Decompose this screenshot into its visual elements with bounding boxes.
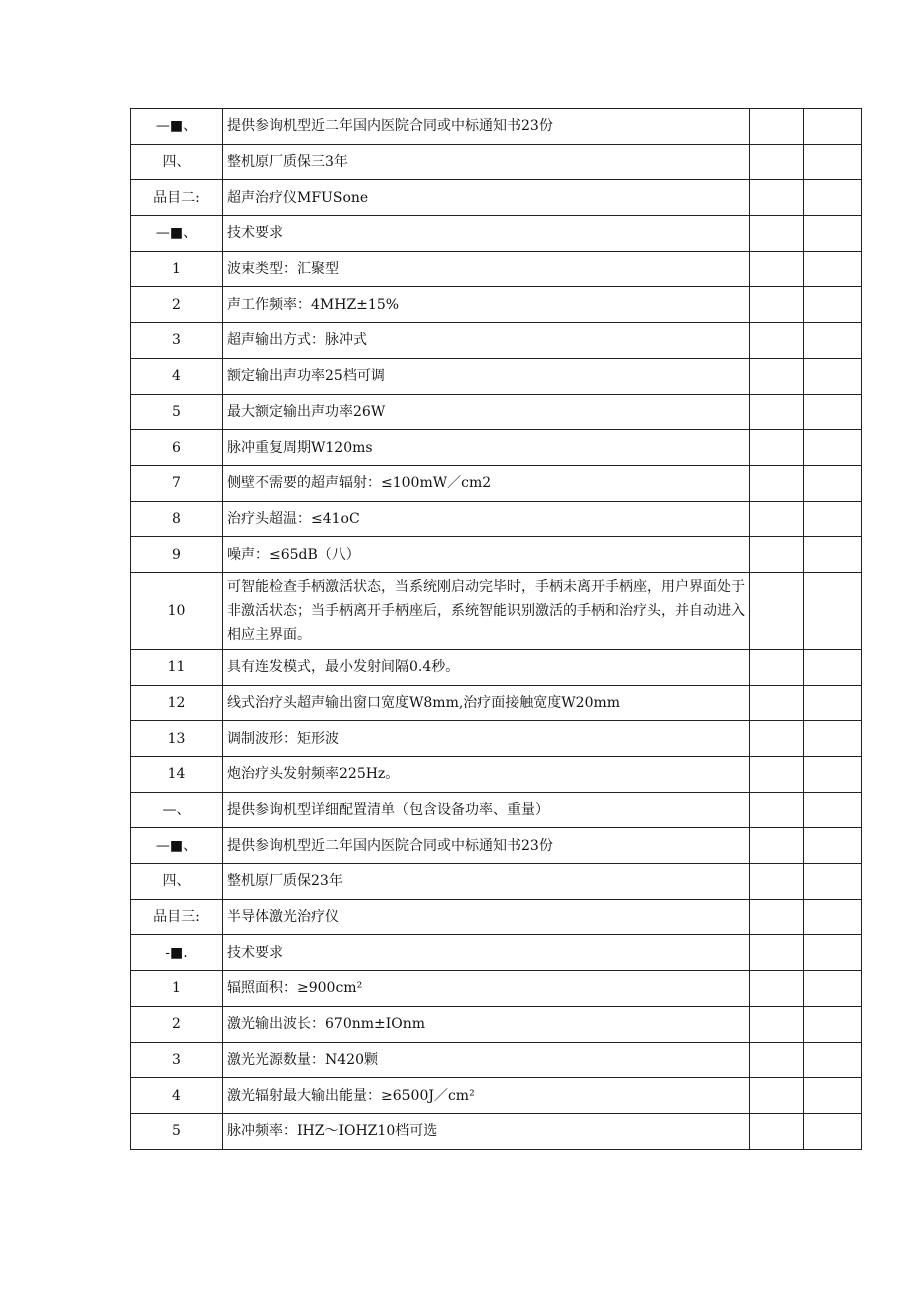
remark-cell [804, 1042, 862, 1078]
response-cell [750, 180, 804, 216]
response-cell [750, 1113, 804, 1149]
row-number: —■、 [131, 109, 223, 145]
table-row [131, 757, 862, 793]
table-row [131, 828, 862, 864]
response-cell [750, 216, 804, 252]
row-number: 3 [131, 1042, 223, 1078]
remark-cell [804, 721, 862, 757]
response-cell [750, 899, 804, 935]
row-number: 4 [131, 1078, 223, 1114]
remark-cell [804, 828, 862, 864]
table-row [131, 287, 862, 323]
row-number: 10 [131, 572, 223, 649]
response-cell [750, 971, 804, 1007]
row-description: 半导体激光治疗仪 [223, 899, 750, 935]
row-number: 4 [131, 358, 223, 394]
remark-cell [804, 287, 862, 323]
remark-cell [804, 1006, 862, 1042]
remark-cell [804, 685, 862, 721]
table-row [131, 216, 862, 252]
response-cell [750, 649, 804, 685]
response-cell [750, 1006, 804, 1042]
row-number: 11 [131, 649, 223, 685]
remark-cell [804, 757, 862, 793]
row-number: 3 [131, 323, 223, 359]
row-description: 噪声：≤65dB（八） [223, 537, 750, 573]
response-cell [750, 572, 804, 649]
row-number: 四、 [131, 864, 223, 900]
table-row [131, 935, 862, 971]
row-description: 具有连发模式，最小发射间隔0.4秒。 [223, 649, 750, 685]
remark-cell [804, 109, 862, 145]
response-cell [750, 323, 804, 359]
row-number: 6 [131, 430, 223, 466]
table-row [131, 144, 862, 180]
remark-cell [804, 144, 862, 180]
remark-cell [804, 251, 862, 287]
table-row [131, 251, 862, 287]
remark-cell [804, 864, 862, 900]
table-row [131, 323, 862, 359]
row-number: 13 [131, 721, 223, 757]
row-description: 提供参询机型详细配置清单（包含设备功率、重量） [223, 792, 750, 828]
row-description: 线式治疗头超声输出窗口宽度W8mm,治疗面接触宽度W20mm [223, 685, 750, 721]
table-row [131, 572, 862, 649]
table-row [131, 180, 862, 216]
remark-cell [804, 537, 862, 573]
remark-cell [804, 649, 862, 685]
row-description: 整机原厂质保三3年 [223, 144, 750, 180]
row-description: 超声输出方式：脉冲式 [223, 323, 750, 359]
table-row [131, 465, 862, 501]
row-number: 1 [131, 251, 223, 287]
row-number: 8 [131, 501, 223, 537]
spec-table-body [131, 109, 862, 1150]
remark-cell [804, 572, 862, 649]
row-number: 7 [131, 465, 223, 501]
response-cell [750, 287, 804, 323]
remark-cell [804, 971, 862, 1007]
row-description: 声工作频率：4MHZ±15% [223, 287, 750, 323]
response-cell [750, 685, 804, 721]
row-number: 四、 [131, 144, 223, 180]
remark-cell [804, 935, 862, 971]
row-description: 技术要求 [223, 216, 750, 252]
table-row [131, 501, 862, 537]
row-description: 额定输出声功率25档可调 [223, 358, 750, 394]
row-description: 激光输出波长：670nm±IOnm [223, 1006, 750, 1042]
row-number: 品目二: [131, 180, 223, 216]
response-cell [750, 537, 804, 573]
response-cell [750, 251, 804, 287]
response-cell [750, 828, 804, 864]
table-row [131, 1078, 862, 1114]
table-row [131, 1006, 862, 1042]
row-description: 辐照面积：≥900cm² [223, 971, 750, 1007]
response-cell [750, 144, 804, 180]
table-row [131, 649, 862, 685]
row-number: 1 [131, 971, 223, 1007]
response-cell [750, 721, 804, 757]
response-cell [750, 394, 804, 430]
response-cell [750, 792, 804, 828]
row-description: 脉冲重复周期W120ms [223, 430, 750, 466]
response-cell [750, 1078, 804, 1114]
row-description: 侧壁不需要的超声辐射：≤100mW／cm2 [223, 465, 750, 501]
row-description: 波束类型：汇聚型 [223, 251, 750, 287]
row-number: 5 [131, 1113, 223, 1149]
row-description: 超声治疗仪MFUSone [223, 180, 750, 216]
row-description: 技术要求 [223, 935, 750, 971]
row-number: 5 [131, 394, 223, 430]
spec-table [130, 108, 862, 1150]
response-cell [750, 109, 804, 145]
row-description: 提供参询机型近二年国内医院合同或中标通知书23份 [223, 109, 750, 145]
row-number: 品目三: [131, 899, 223, 935]
row-number: 12 [131, 685, 223, 721]
response-cell [750, 358, 804, 394]
response-cell [750, 501, 804, 537]
remark-cell [804, 358, 862, 394]
row-number: 9 [131, 537, 223, 573]
row-description: 最大额定输出声功率26W [223, 394, 750, 430]
table-row [131, 971, 862, 1007]
remark-cell [804, 394, 862, 430]
table-row [131, 685, 862, 721]
table-row [131, 864, 862, 900]
response-cell [750, 757, 804, 793]
row-description: 调制波形：矩形波 [223, 721, 750, 757]
table-row [131, 1113, 862, 1149]
row-number: —■、 [131, 828, 223, 864]
row-number: 14 [131, 757, 223, 793]
remark-cell [804, 1078, 862, 1114]
table-row [131, 430, 862, 466]
row-description: 可智能检查手柄激活状态，当系统刚启动完毕时，手柄未离开手柄座，用户界面处于非激活状态；当手柄离开手柄座后，系统智能识别激活的手柄和治疗头，并自动进入相应主界面。 [223, 572, 750, 649]
remark-cell [804, 323, 862, 359]
response-cell [750, 1042, 804, 1078]
remark-cell [804, 1113, 862, 1149]
row-description: 炮治疗头发射频率225Hz。 [223, 757, 750, 793]
remark-cell [804, 465, 862, 501]
row-description: 激光辐射最大输出能量：≥6500J／cm² [223, 1078, 750, 1114]
remark-cell [804, 501, 862, 537]
remark-cell [804, 899, 862, 935]
table-row [131, 721, 862, 757]
table-row [131, 394, 862, 430]
table-row [131, 1042, 862, 1078]
row-description: 脉冲频率：IHZ～IOHZ10档可选 [223, 1113, 750, 1149]
row-description: 提供参询机型近二年国内医院合同或中标通知书23份 [223, 828, 750, 864]
remark-cell [804, 792, 862, 828]
response-cell [750, 465, 804, 501]
response-cell [750, 864, 804, 900]
remark-cell [804, 216, 862, 252]
table-row [131, 899, 862, 935]
table-row [131, 792, 862, 828]
row-description: 整机原厂质保23年 [223, 864, 750, 900]
row-description: 激光光源数量：N420颗 [223, 1042, 750, 1078]
row-number: —■、 [131, 216, 223, 252]
row-description: 治疗头超温：≤41oC [223, 501, 750, 537]
remark-cell [804, 430, 862, 466]
row-number: —、 [131, 792, 223, 828]
table-row [131, 358, 862, 394]
remark-cell [804, 180, 862, 216]
response-cell [750, 430, 804, 466]
row-number: 2 [131, 1006, 223, 1042]
row-number: -■. [131, 935, 223, 971]
table-row [131, 109, 862, 145]
response-cell [750, 935, 804, 971]
table-row [131, 537, 862, 573]
row-number: 2 [131, 287, 223, 323]
